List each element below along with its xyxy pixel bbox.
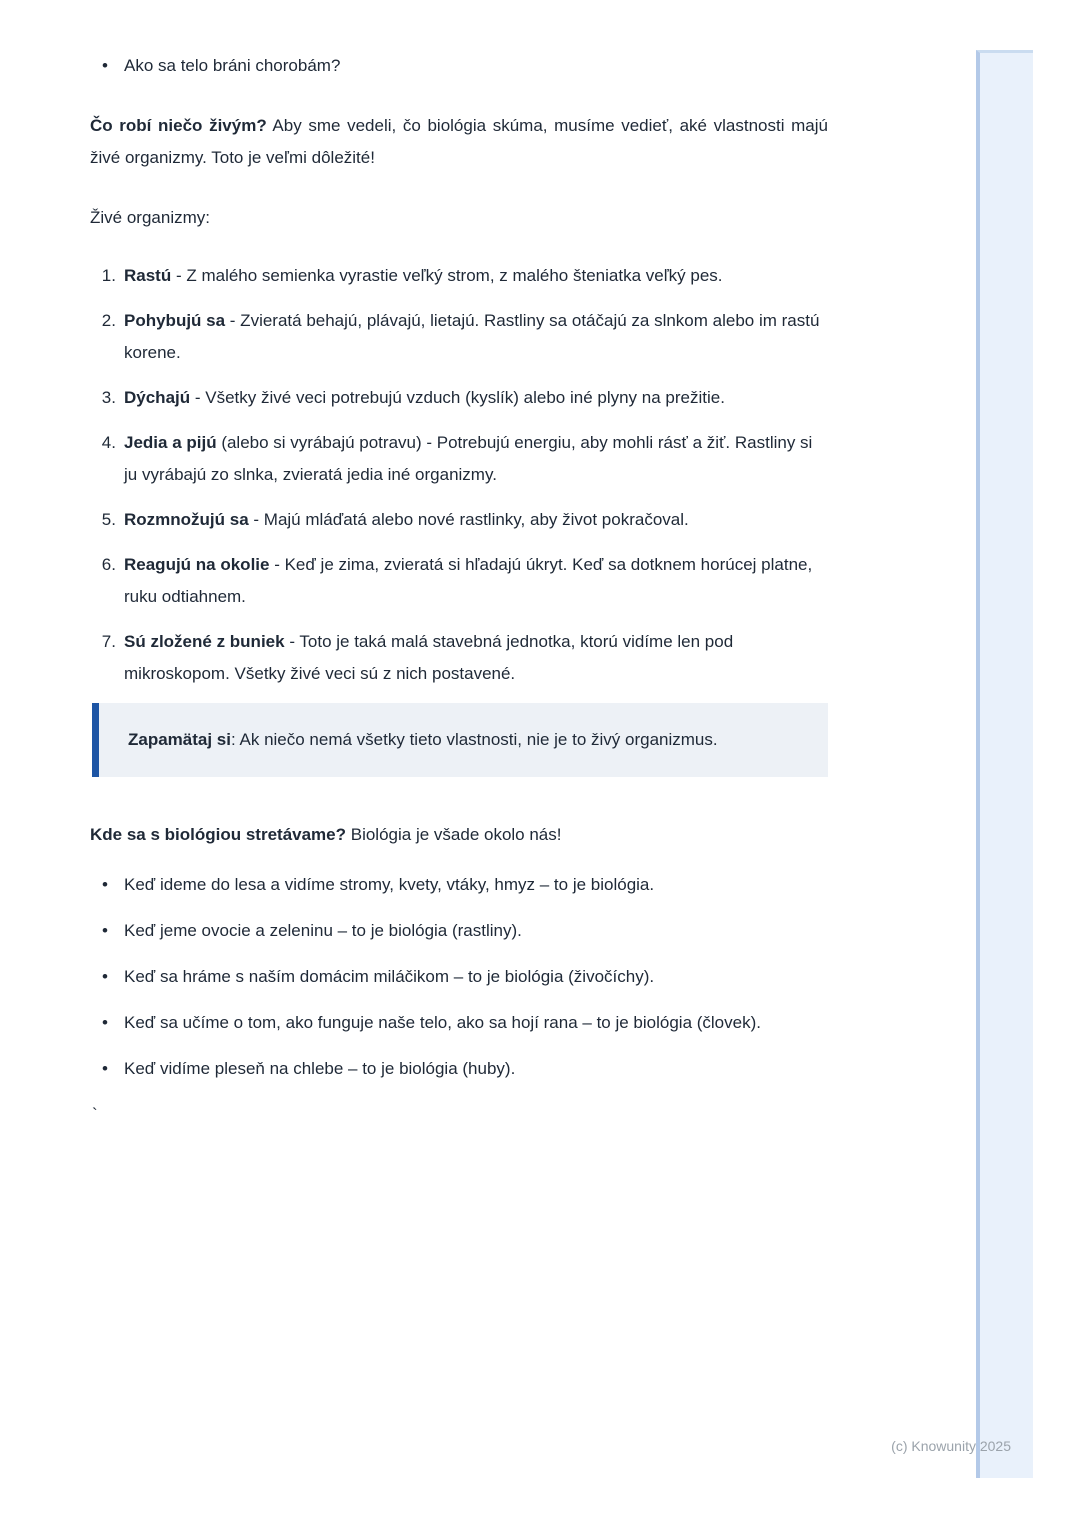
where-bullet-text: Keď vidíme pleseň na chlebe – to je biológia (huby).	[124, 1059, 516, 1078]
remember-callout	[92, 703, 828, 777]
living-subtitle: Živé organizmy:	[90, 208, 210, 227]
property-term: Dýchajú	[124, 388, 191, 407]
where-lead-paragraph	[90, 819, 828, 851]
list-item	[90, 549, 828, 613]
bullet-icon: •	[102, 1013, 108, 1032]
where-bullet-text: Keď sa učíme o tom, ako funguje naše telo, ako sa hojí rana – to je biológia (človek).	[124, 1013, 761, 1032]
where-lead-question: Kde sa s biológiou stretávame?	[90, 825, 347, 844]
list-item	[90, 1053, 828, 1085]
property-description: - Majú mláďatá alebo nové rastlinky, aby život pokračoval.	[248, 510, 689, 529]
where-bullet-text: Keď sa hráme s naším domácim miláčikom – to je biológia (živočíchy).	[124, 967, 655, 986]
property-description: - Toto je taká malá stavebná jednotka, ktorú vidíme len pod mikroskopom. Všetky živé veci sú z nich postavené.	[124, 632, 734, 683]
bullet-icon: •	[102, 921, 108, 940]
bullet-icon: •	[102, 56, 108, 75]
bullet-icon: •	[102, 967, 108, 986]
list-item	[90, 1007, 828, 1039]
list-item	[90, 50, 828, 82]
list-item	[90, 427, 828, 491]
list-item	[90, 382, 828, 414]
where-bullet-list	[90, 869, 828, 1085]
list-item	[90, 260, 828, 292]
remember-callout-text: : Ak niečo nemá všetky tieto vlastnosti, nie je to živý organizmus.	[231, 730, 718, 749]
where-bullet-text: Keď ideme do lesa a vidíme stromy, kvety, vtáky, hmyz – to je biológia.	[124, 875, 655, 894]
list-item	[90, 915, 828, 947]
property-description: - Zvieratá behajú, plávajú, lietajú. Rastliny sa otáčajú za slnkom alebo im rastú korene.	[124, 311, 820, 362]
intro-bullet-list	[90, 50, 828, 82]
property-term: Sú zložené z buniek	[124, 632, 285, 651]
bullet-icon: •	[102, 1059, 108, 1078]
living-lead-question: Čo robí niečo živým?	[90, 116, 267, 135]
remember-callout-label: Zapamätaj si	[128, 730, 231, 749]
living-properties-list	[90, 260, 828, 690]
property-description: (alebo si vyrábajú potravu) - Potrebujú energiu, aby mohli rásť a žiť. Rastliny si ju vyrábajú zo slnka, zvieratá jedia iné organizmy.	[124, 433, 813, 484]
property-description: - Z malého semienka vyrastie veľký strom, z malého šteniatka veľký pes.	[171, 266, 723, 285]
list-item	[90, 961, 828, 993]
intro-bullet-text: Ako sa telo bráni chorobám?	[124, 56, 341, 75]
document-body	[90, 50, 828, 1131]
property-term: Reagujú na okolie	[124, 555, 270, 574]
list-item	[90, 504, 828, 536]
page-edge-strip	[976, 50, 1033, 1478]
property-term: Pohybujú sa	[124, 311, 226, 330]
property-description: - Keď je zima, zvieratá si hľadajú úkryt. Keď sa dotknem horúcej platne, ruku odtiahnem.	[124, 555, 813, 606]
property-description: - Všetky živé veci potrebujú vzduch (kyslík) alebo iné plyny na prežitie.	[190, 388, 725, 407]
list-item	[90, 869, 828, 901]
where-bullet-text: Keď jeme ovocie a zeleninu – to je biológia (rastliny).	[124, 921, 522, 940]
property-term: Rozmnožujú sa	[124, 510, 249, 529]
list-item	[90, 626, 828, 690]
living-lead-text: Aby sme vedeli, čo biológia skúma, musíme vedieť, aké vlastnosti majú živé organizmy. Toto je veľmi dôležité!	[90, 116, 828, 167]
living-lead-paragraph	[90, 110, 828, 174]
where-lead-text: Biológia je všade okolo nás!	[346, 825, 562, 844]
list-item	[90, 305, 828, 369]
property-term: Jedia a pijú	[124, 433, 217, 452]
footer-copyright: (c) Knowunity 2025	[891, 1438, 1011, 1454]
bullet-icon: •	[102, 875, 108, 894]
property-term: Rastú	[124, 266, 172, 285]
stray-character: `	[92, 1105, 98, 1124]
